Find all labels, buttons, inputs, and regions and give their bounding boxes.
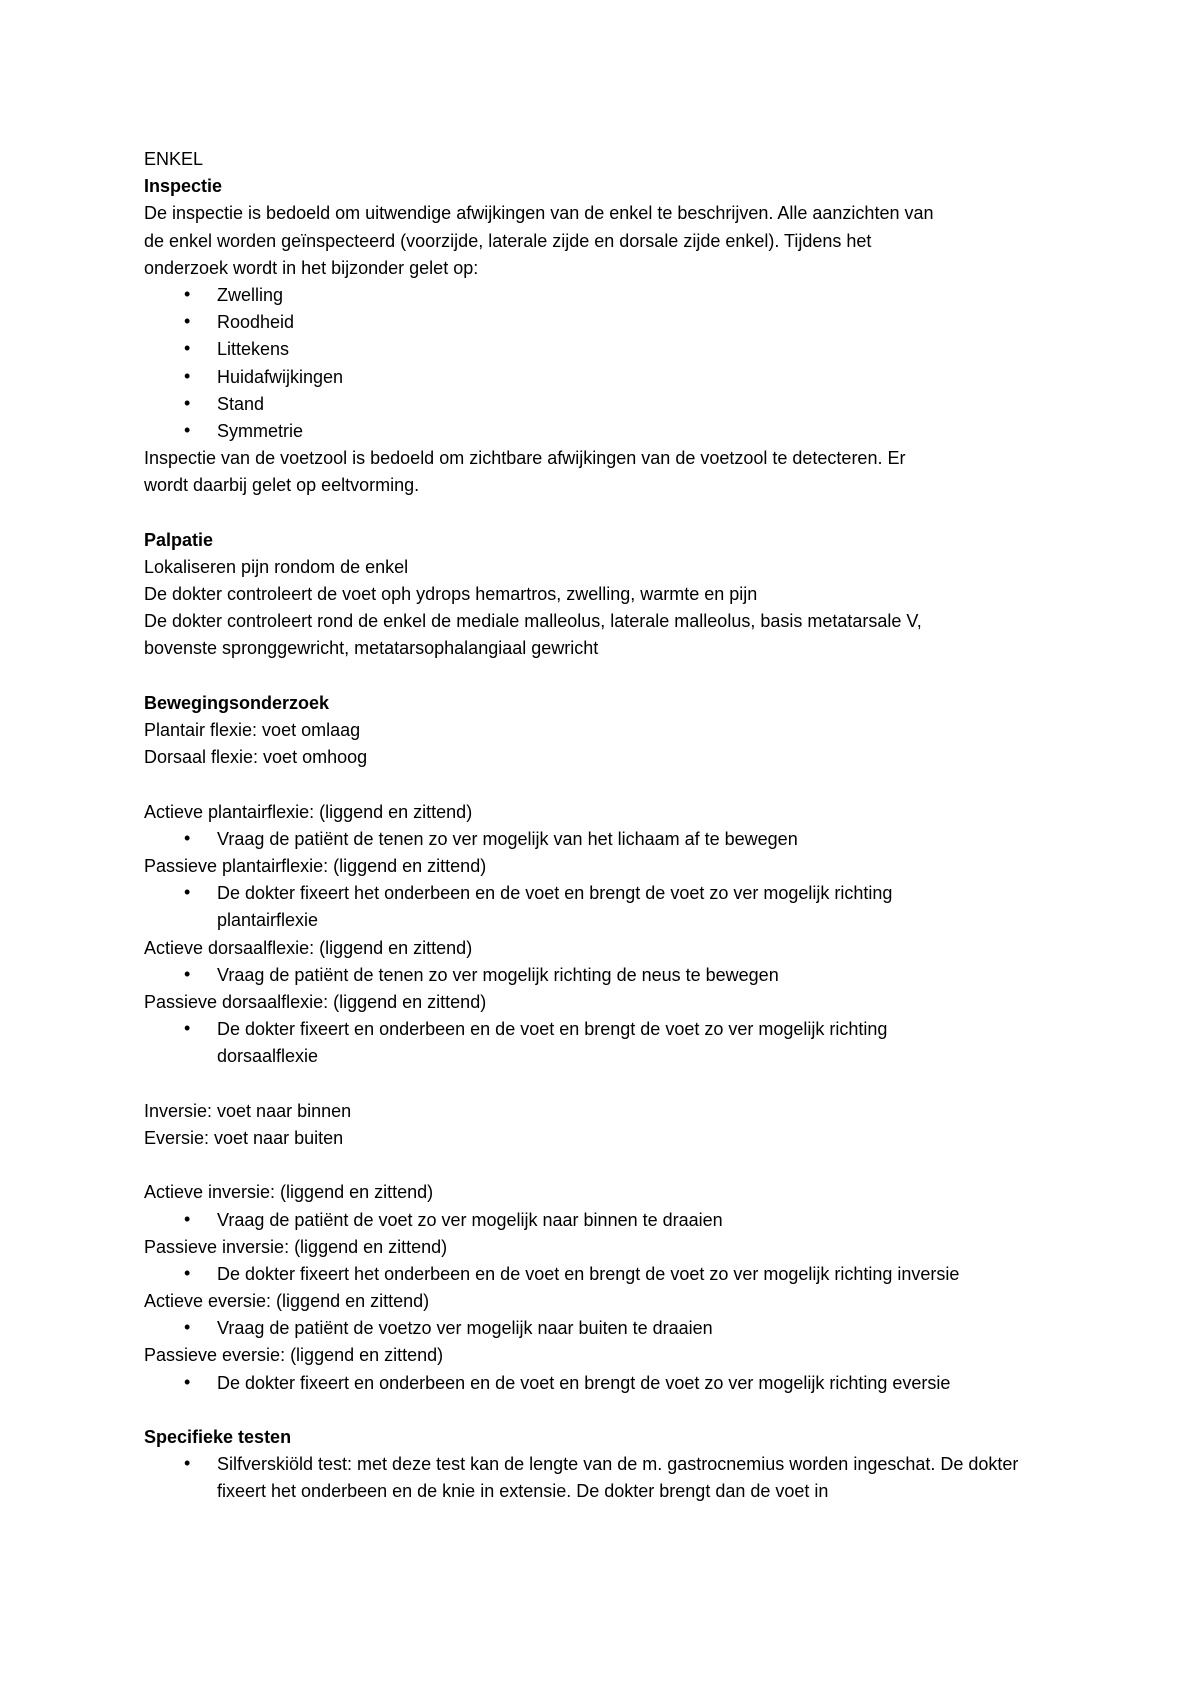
section-heading-palpatie: Palpatie [144, 529, 214, 550]
test-label: Actieve eversie: (liggend en zittend) [144, 1291, 430, 1312]
document-title: ENKEL [144, 149, 204, 169]
list-item: • Roodheid [184, 311, 295, 333]
list-item: • Silfverskiöld test: met deze test kan de lengte van de m. gastrocnemius worden ingeschat. De dokter fixeert het onderbeen en de knie in extensie. De dokter brengt dan de voet in [184, 1453, 1019, 1502]
bullet-icon: • [184, 365, 191, 386]
test-label: Passieve dorsaalflexie: (liggend en zittend) [144, 991, 487, 1012]
list-item: • De dokter fixeert het onderbeen en de voet en brengt de voet zo ver mogelijk richting plantairflexie [184, 882, 893, 931]
test-list [144, 880, 1064, 934]
paragraph-line: de enkel worden geïnspecteerd (voorzijde, laterale zijde en dorsale zijde enkel). Tijdens het [144, 230, 872, 251]
list-item: • Vraag de patiënt de tenen zo ver mogelijk van het lichaam af te bewegen [184, 827, 798, 849]
specifieke-list [144, 1451, 1064, 1505]
test-list [144, 826, 1064, 853]
list-item: • Huidafwijkingen [184, 365, 344, 387]
list-item: • Stand [184, 392, 265, 414]
bullet-icon: • [184, 283, 191, 304]
list-item: • De dokter fixeert het onderbeen en de voet en brengt de voet zo ver mogelijk richting inversie [184, 1262, 960, 1284]
list-item: • Vraag de patiënt de voet zo ver mogelijk naar binnen te draaien [184, 1208, 723, 1230]
bullet-icon: • [184, 1208, 191, 1229]
document-page [144, 146, 1064, 1506]
list-item: • Zwelling [184, 283, 284, 305]
paragraph-line: Lokaliseren pijn rondom de enkel [144, 556, 409, 577]
bullet-icon: • [184, 1018, 191, 1039]
test-label: Actieve inversie: (liggend en zittend) [144, 1182, 434, 1203]
test-list [144, 1207, 1064, 1234]
bullet-icon: • [184, 338, 191, 359]
test-list [144, 1315, 1064, 1342]
bullet-icon: • [184, 419, 191, 440]
list-item: • Littekens [184, 338, 290, 360]
bullet-icon: • [184, 1371, 191, 1392]
definition-line: Inversie: voet naar binnen [144, 1100, 352, 1121]
bullet-icon: • [184, 392, 191, 413]
section-heading-inspectie: Inspectie [144, 176, 223, 197]
paragraph-line: De inspectie is bedoeld om uitwendige afwijkingen van de enkel te beschrijven. Alle aanzichten van [144, 203, 934, 224]
test-list [144, 1370, 1064, 1397]
test-list [144, 1016, 1064, 1070]
paragraph-line: De dokter controleert rond de enkel de mediale malleolus, laterale malleolus, basis metatarsale V, [144, 611, 922, 632]
test-label: Actieve dorsaalflexie: (liggend en zittend) [144, 937, 473, 958]
test-label: Passieve plantairflexie: (liggend en zittend) [144, 855, 487, 876]
bullet-icon: • [184, 963, 191, 984]
test-label: Actieve plantairflexie: (liggend en zittend) [144, 801, 473, 822]
list-item: • Vraag de patiënt de voetzo ver mogelijk naar buiten te draaien [184, 1317, 713, 1339]
list-item: • De dokter fixeert en onderbeen en de voet en brengt de voet zo ver mogelijk richting dorsaalflexie [184, 1018, 888, 1067]
definition-line: Plantair flexie: voet omlaag [144, 720, 361, 741]
paragraph-line: onderzoek wordt in het bijzonder gelet op: [144, 257, 479, 278]
bullet-icon: • [184, 1453, 191, 1474]
section-heading-bewegingsonderzoek: Bewegingsonderzoek [144, 692, 330, 713]
paragraph-line: wordt daarbij gelet op eeltvorming. [144, 475, 420, 496]
test-label: Passieve eversie: (liggend en zittend) [144, 1345, 444, 1366]
inspectie-list [144, 282, 1064, 445]
paragraph-line: De dokter controleert de voet oph ydrops hemartros, zwelling, warmte en pijn [144, 584, 758, 605]
bullet-icon: • [184, 882, 191, 903]
bullet-icon: • [184, 1317, 191, 1338]
bullet-icon: • [184, 1262, 191, 1283]
definition-line: Eversie: voet naar buiten [144, 1127, 344, 1148]
definition-line: Dorsaal flexie: voet omhoog [144, 747, 368, 768]
section-heading-specifieke-testen: Specifieke testen [144, 1427, 292, 1448]
bullet-icon: • [184, 827, 191, 848]
bullet-icon: • [184, 311, 191, 332]
list-item: • De dokter fixeert en onderbeen en de voet en brengt de voet zo ver mogelijk richting eversie [184, 1371, 951, 1393]
test-list [144, 1261, 1064, 1288]
list-item: • Symmetrie [184, 419, 304, 441]
test-list [144, 962, 1064, 989]
test-label: Passieve inversie: (liggend en zittend) [144, 1236, 448, 1257]
paragraph-line: bovenste spronggewricht, metatarsophalangiaal gewricht [144, 638, 599, 659]
paragraph-line: Inspectie van de voetzool is bedoeld om zichtbare afwijkingen van de voetzool te detecteren. Er [144, 448, 906, 469]
list-item: • Vraag de patiënt de tenen zo ver mogelijk richting de neus te bewegen [184, 963, 779, 985]
